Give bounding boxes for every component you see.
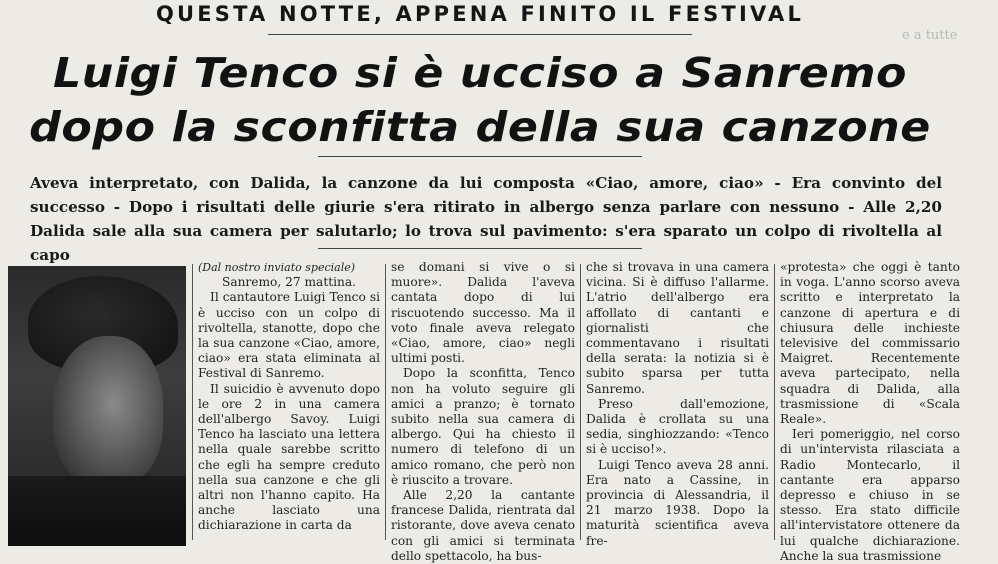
article-paragraph: Il cantautore Luigi Tenco si è ucciso con un colpo di rivoltella, stanotte, dopo che la sua canzone «Ciao, amore, ciao» era stata eliminata al Festival di Sanremo. xyxy=(198,290,380,381)
article-paragraph: Ieri pomeriggio, nel corso di un'intervista rilasciata a Radio Montecarlo, il cantante era apparso depresso e chiuso in se stesso. Era stato difficile all'intervistatore ottenere da lui qualche dichiarazione. Anche la sua trasmissione xyxy=(780,427,960,563)
article-paragraph: Dopo la sconfitta, Tenco non ha voluto seguire gli amici a pranzo; è tornato subito nella sua camera di albergo. Qui ha chiesto il numero di telefono di un amico romano, che però non è riuscito a trovare. xyxy=(391,366,575,487)
subhead-rule xyxy=(318,248,642,249)
kicker-rule xyxy=(268,34,692,35)
kicker-headline: QUESTA NOTTE, APPENA FINITO IL FESTIVAL xyxy=(155,2,805,26)
column-divider xyxy=(385,264,386,540)
column-divider xyxy=(192,264,193,540)
column-divider xyxy=(580,264,581,540)
article-column-1 xyxy=(198,260,380,540)
subhead-line-1: Aveva interpretato, con Dalida, la canzone da lui composta «Ciao, amore, ciao» - Era convinto del xyxy=(30,174,942,192)
article-column-4 xyxy=(780,260,960,563)
headline-line-2: dopo la sconfitta della sua canzone xyxy=(29,103,931,151)
portrait-face xyxy=(53,336,163,486)
dateline: Sanremo, 27 mattina. xyxy=(221,275,357,290)
column-divider xyxy=(774,264,775,540)
subhead-line-3: Dalida sale alla sua camera per salutarlo; lo trova sul pavimento: s'era sparato un colpo di rivoltella al capo xyxy=(30,222,942,264)
bleed-through-text: e a tutte xyxy=(902,28,958,43)
article-paragraph: che si trovava in una camera vicina. Si è diffuso l'allarme. L'atrio dell'albergo era affollato di cantanti e giornalisti che commentavano i risultati della serata: la notizia si è subito sparsa per tutta Sanremo. xyxy=(586,260,769,396)
article-column-2 xyxy=(391,260,575,563)
article-paragraph: «protesta» che oggi è tanto in voga. L'anno scorso aveva scritto e interpretato la canzone di apertura e di chiusura delle inchieste televisive del commissario Maigret. Recentemente aveva partecipato, nella squadra di Dalida, alla trasmissione di «Scala Reale». xyxy=(780,260,960,427)
article-paragraph: Preso dall'emozione, Dalida è crollata su una sedia, singhiozzando: «Tenco si è ucciso!». xyxy=(586,396,769,457)
portrait-collar xyxy=(8,476,186,546)
byline-credit: (Dal nostro inviato speciale) xyxy=(198,261,356,274)
subhead-line-2: successo - Dopo i risultati delle giurie s'era ritirato in albergo senza parlare con nessuno - Alle 2,20 xyxy=(30,198,942,216)
portrait-photo xyxy=(8,266,186,540)
article-paragraph: Luigi Tenco aveva 28 anni. Era nato a Cassine, in provincia di Alessandria, il 21 marzo 1938. Dopo la maturità scientifica aveva fre- xyxy=(586,457,769,548)
article-paragraph: Il suicidio è avvenuto dopo le ore 2 in una camera dell'albergo Savoy. Luigi Tenco ha lasciato una lettera nella quale sarebbe scritto che egli ha sempre creduto nella sua canzone e che gli altri non l'hanno capito. Ha anche lasciato una dichiarazione in carta da xyxy=(198,381,380,533)
headline-rule xyxy=(318,156,642,157)
article-paragraph: se domani si vive o si muore». Dalida l'aveva cantata dopo di lui riscuotendo successo. Ma il voto finale aveva relegato «Ciao, amore, ciao» negli ultimi posti. xyxy=(391,260,575,366)
headline-line-1: Luigi Tenco si è ucciso a Sanremo xyxy=(53,49,907,97)
article-column-3 xyxy=(586,260,769,548)
article-paragraph: Alle 2,20 la cantante francese Dalida, rientrata dal ristorante, dove aveva cenato con gli amici si terminata dello spettacolo, ha bus- xyxy=(391,488,575,563)
